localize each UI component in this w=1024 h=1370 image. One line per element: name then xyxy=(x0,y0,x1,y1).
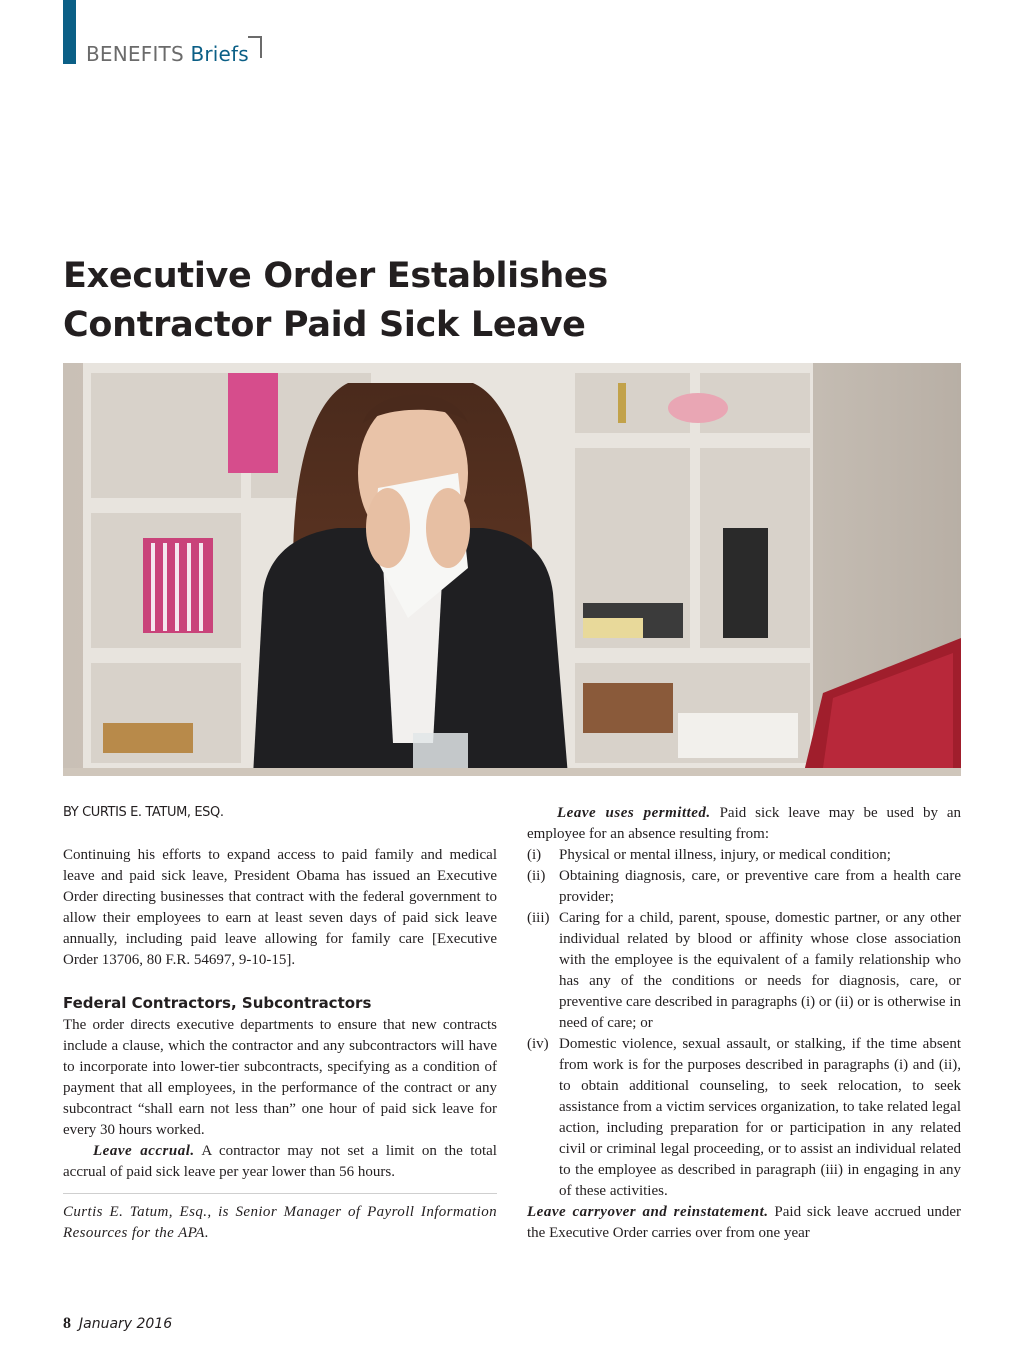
list-item-number: (i) xyxy=(527,847,542,863)
list-item-text: Physical or mental illness, injury, or medical condition; xyxy=(559,847,891,863)
title-line-2: Contractor Paid Sick Leave xyxy=(63,305,586,345)
list-item-text: Domestic violence, sexual assault, or stalking, if the time absent from work is for the purposes described in paragraphs (i) and (ii), to obtain additional counseling, to seek relocation, to seek assistance from a victim services organization, to take related legal action, including preparation for or participation in any related civil or criminal legal proceeding, or to assist an individual related to the employee as described in paragraph (iii) in engaging in any of these activities. xyxy=(559,1036,961,1199)
accrual-text: A contractor may not set a limit on the total accrual of paid sick leave per year lower than 56 hours. xyxy=(63,1143,497,1180)
list-item-text: Caring for a child, parent, spouse, domestic partner, or any other individual related by blood or affinity whose close association with the employee is the equivalent of a family relationship who has any of the conditions or needs for diagnosis, care, or preventive care described in paragraphs (i) or (ii) or is otherwise in need of care; or xyxy=(559,910,961,1031)
uses-paragraph xyxy=(527,803,961,845)
header-corner-mark xyxy=(248,36,262,58)
carryover-paragraph xyxy=(527,1202,961,1244)
uses-text: Paid sick leave may be used by an employee for an absence resulting from: xyxy=(527,805,962,842)
woman-blowing-nose-photo-icon xyxy=(63,363,961,776)
list-item xyxy=(527,1034,961,1202)
bio-divider xyxy=(63,1193,497,1194)
section-word-briefs: Briefs xyxy=(190,42,249,66)
carryover-text: Paid sick leave accrued under the Executive Order carries over from one year xyxy=(527,1204,962,1241)
carryover-heading: Leave carryover and reinstatement. xyxy=(527,1204,769,1220)
article-title xyxy=(63,252,783,350)
author-bio: Curtis E. Tatum, Esq., is Senior Manager of Payroll Information Resources for the APA. xyxy=(63,1204,497,1241)
section-word-benefits: BENEFITS xyxy=(86,42,184,66)
byline: BY CURTIS E. TATUM, ESQ. xyxy=(63,805,224,820)
header-accent-bar xyxy=(63,0,76,64)
page-footer xyxy=(63,1314,172,1334)
right-column xyxy=(527,803,961,1244)
uses-list xyxy=(527,845,961,1202)
section-label xyxy=(86,40,249,68)
accrual-heading: Leave accrual. xyxy=(93,1143,195,1159)
accrual-paragraph xyxy=(63,1141,497,1183)
list-item-number: (iii) xyxy=(527,910,550,926)
subhead-federal-contractors: Federal Contractors, Subcontractors xyxy=(63,994,372,1012)
title-line-1: Executive Order Establishes xyxy=(63,256,608,296)
list-item-text: Obtaining diagnosis, care, or preventive care from a health care provider; xyxy=(559,868,961,905)
page-number: 8 xyxy=(63,1315,71,1332)
list-item xyxy=(527,908,961,1034)
contractors-paragraph: The order directs executive departments to ensure that new contracts include a clause, which the contractor and any subcontractors will have to incorporate into lower-tier subcontracts, specifying as a condition of payment that all employees, in the performance of the contract or any subcontract “shall earn not less than” one hour of paid sick leave for every 30 hours worked. xyxy=(63,1017,497,1138)
list-item xyxy=(527,866,961,908)
uses-heading: Leave uses permitted. xyxy=(557,805,711,821)
article-photo xyxy=(63,363,961,776)
list-item-number: (iv) xyxy=(527,1036,549,1052)
list-item-number: (ii) xyxy=(527,868,546,884)
intro-paragraph: Continuing his efforts to expand access to paid family and medical leave and paid sick leave, President Obama has issued an Executive Order directing businesses that contract with the federal government to allow their employees to earn at least seven days of paid sick leave annually, including paid leave allowing for family care [Executive Order 13706, 80 F.R. 54697, 9-10-15]. xyxy=(63,847,497,968)
left-column xyxy=(63,803,497,1244)
list-item xyxy=(527,845,961,866)
issue-date: January 2016 xyxy=(79,1316,173,1332)
